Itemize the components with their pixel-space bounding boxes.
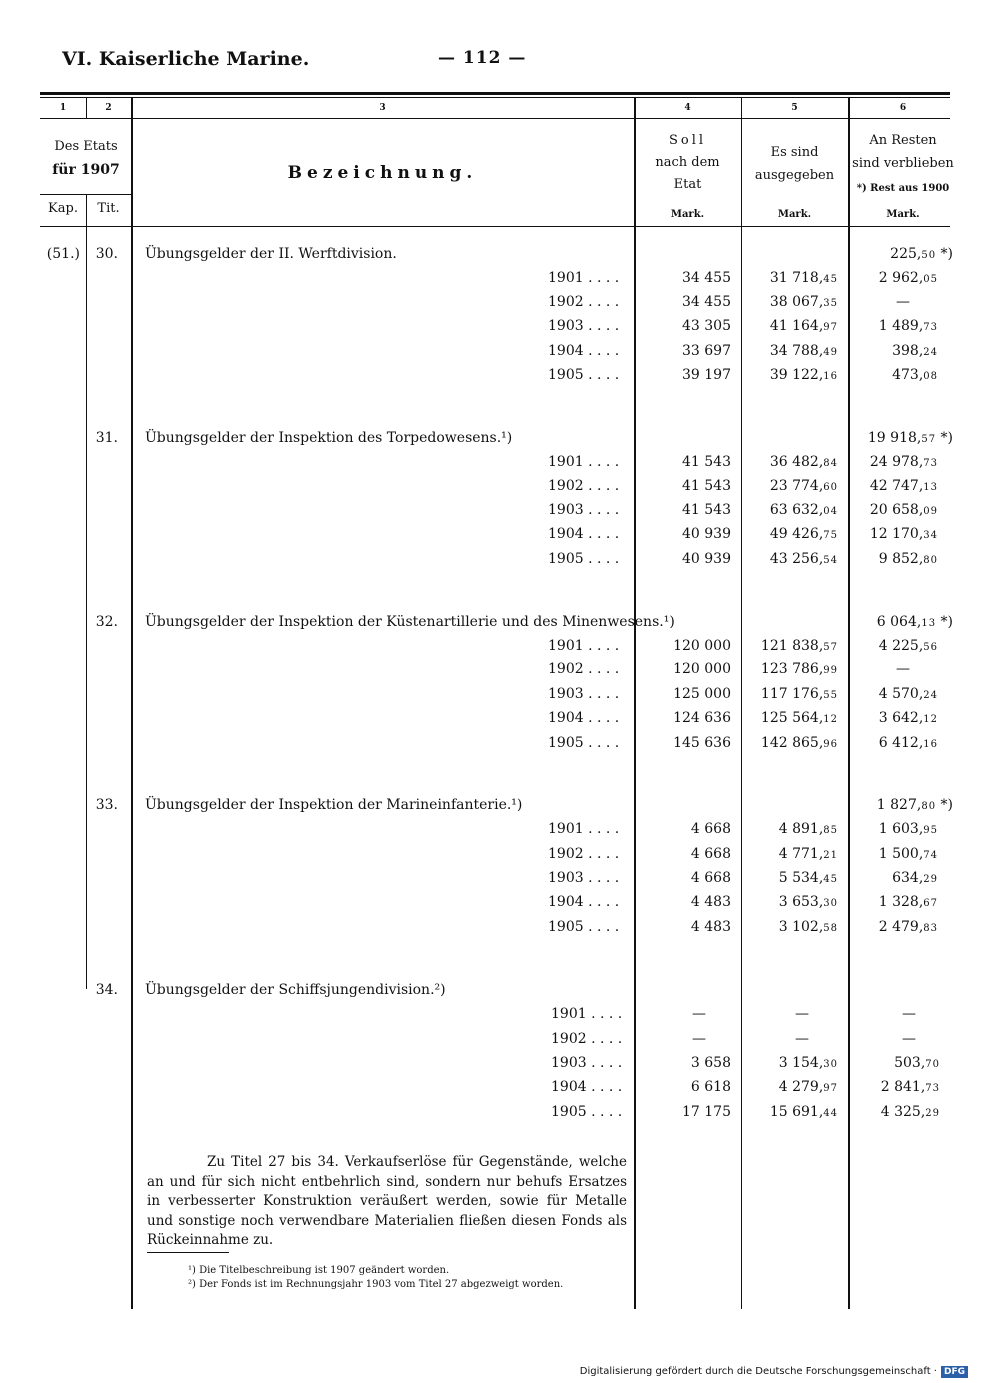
section-title: VI. Kaiserliche Marine. (62, 48, 310, 70)
ausg-value: 31 718,45 (769, 270, 838, 286)
ausg-value: 121 838,57 (760, 638, 838, 654)
ausg-value: 15 691,44 (769, 1104, 838, 1120)
footnote-2: ²) Der Fonds ist im Rechnungsjahr 1903 vom Titel 27 abgezweigt worden. (188, 1279, 564, 1290)
header-bottom-rule (40, 226, 950, 227)
tit-value: 30. (95, 246, 118, 262)
rest-1900-value: 19 918,57 *) (867, 430, 953, 446)
ausg-value: 142 865,96 (760, 735, 838, 751)
ausg-value: 43 256,54 (769, 551, 838, 567)
year-label: 1904 . . . . (551, 1079, 623, 1095)
year-label: 1905 . . . . (548, 551, 620, 567)
year-label: 1902 . . . . (548, 661, 620, 677)
year-label: 1902 . . . . (548, 294, 620, 310)
soll-value: 124 636 (673, 710, 731, 726)
ausg-header-2: ausgegeben (754, 168, 835, 183)
soll-value: 41 543 (682, 502, 731, 518)
soll-value: 125 000 (673, 686, 731, 702)
rest-header-1: An Resten (869, 133, 937, 148)
soll-value: 145 636 (673, 735, 731, 751)
rest-value: 503,70 (894, 1055, 940, 1071)
section-description: Übungsgelder der Inspektion des Torpedowesens.¹) (145, 430, 513, 446)
rest-value: — (902, 1031, 916, 1047)
rest-value: — (902, 1006, 916, 1022)
tit-value: 33. (95, 797, 118, 813)
rest-value: 1 328,67 (878, 894, 938, 910)
rest-value: — (896, 294, 910, 310)
soll-value: 4 483 (690, 919, 731, 935)
ausg-value: — (795, 1006, 809, 1022)
colnum-1: 1 (59, 103, 67, 113)
year-label: 1903 . . . . (548, 502, 620, 518)
kap-header: Kap. (48, 201, 78, 216)
ausg-value: 4 279,97 (778, 1079, 838, 1095)
rest-value: 1 489,73 (878, 318, 938, 334)
soll-unit: Mark. (670, 209, 705, 220)
rest-value: 3 642,12 (878, 710, 938, 726)
rest-value: 4 570,24 (878, 686, 938, 702)
soll-value: — (692, 1031, 706, 1047)
year-label: 1905 . . . . (548, 735, 620, 751)
soll-value: 120 000 (673, 638, 731, 654)
tit-value: 34. (95, 982, 118, 998)
soll-header-2: nach dem (655, 155, 720, 170)
soll-value: 4 668 (690, 846, 731, 862)
digitization-credit: Digitalisierung gefördert durch die Deutsche Forschungsgemeinschaft · DFG (580, 1366, 968, 1378)
tit-value: 32. (95, 614, 118, 630)
year-label: 1904 . . . . (548, 526, 620, 542)
table-top-rule (40, 92, 950, 95)
year-label: 1901 . . . . (548, 454, 620, 470)
rest-value: 4 325,29 (880, 1104, 940, 1120)
year-label: 1901 . . . . (548, 638, 620, 654)
ausg-value: 41 164,97 (769, 318, 838, 334)
soll-value: 4 668 (690, 870, 731, 886)
etats-label: Des Etats (54, 139, 118, 154)
rest-value: 42 747,13 (869, 478, 938, 494)
colnum-2: 2 (105, 103, 112, 113)
soll-value: 34 455 (682, 270, 731, 286)
year-label: 1902 . . . . (548, 478, 620, 494)
ausg-header-1: Es sind (770, 145, 819, 160)
year-label: 1905 . . . . (548, 367, 620, 383)
etats-year: für 1907 (52, 162, 120, 178)
soll-value: 41 543 (682, 478, 731, 494)
colnum-6: 6 (899, 103, 907, 113)
rest-value: 4 225,56 (878, 638, 938, 654)
rest-value: 1 603,95 (878, 821, 938, 837)
rest-value: 24 978,73 (869, 454, 938, 470)
year-label: 1902 . . . . (551, 1031, 623, 1047)
rest-1900-value: 225,50 *) (890, 246, 953, 262)
rest-1900-value: 6 064,13 *) (876, 614, 953, 630)
rest-unit: Mark. (886, 209, 920, 220)
ausg-value: 4 771,21 (778, 846, 838, 862)
colnum-rule (40, 118, 950, 119)
rest-value: 9 852,80 (878, 551, 938, 567)
rest-value: 473,08 (892, 367, 938, 383)
colnum-4: 4 (684, 103, 691, 113)
year-label: 1905 . . . . (551, 1104, 623, 1120)
soll-value: — (692, 1006, 706, 1022)
soll-value: 34 455 (682, 294, 731, 310)
ausg-value: 23 774,60 (769, 478, 838, 494)
soll-value: 43 305 (682, 318, 731, 334)
soll-value: 6 618 (690, 1079, 731, 1095)
ausg-value: 4 891,85 (778, 821, 838, 837)
soll-value: 33 697 (682, 343, 731, 359)
soll-value: 4 668 (690, 821, 731, 837)
ausg-value: 123 786,99 (760, 661, 838, 677)
year-label: 1905 . . . . (548, 919, 620, 935)
soll-value: 4 483 (690, 894, 731, 910)
rest-header-2: sind verblieben (852, 156, 954, 171)
section-description: Übungsgelder der Inspektion der Küstenartillerie und des Minenwesens.¹) (145, 614, 675, 630)
tit-header: Tit. (97, 201, 120, 216)
soll-value: 39 197 (682, 367, 731, 383)
rest-1900-value: 1 827,80 *) (876, 797, 953, 813)
year-label: 1901 . . . . (548, 270, 620, 286)
year-label: 1901 . . . . (548, 821, 620, 837)
divider-kap-tit (86, 194, 87, 989)
year-label: 1904 . . . . (548, 343, 620, 359)
rest-value: 12 170,34 (869, 526, 938, 542)
rest-value: 2 479,83 (878, 919, 938, 935)
section-description: Übungsgelder der Schiffsjungendivision.²) (145, 982, 446, 998)
rest-value: — (896, 661, 910, 677)
rest-value: 1 500,74 (878, 846, 938, 862)
rest-value: 6 412,16 (878, 735, 938, 751)
soll-value: 40 939 (682, 526, 731, 542)
colnum-3: 3 (379, 103, 386, 113)
rest-value: 634,29 (892, 870, 938, 886)
soll-value: 3 658 (690, 1055, 731, 1071)
ausg-value: 38 067,35 (769, 294, 838, 310)
ausg-value: 36 482,84 (769, 454, 838, 470)
year-label: 1904 . . . . (548, 710, 620, 726)
colnum-5: 5 (791, 103, 798, 113)
note-paragraph: Zu Titel 27 bis 34. Verkaufserlöse für Gegenstände, welche an und für sich nicht entbehrlich sind, sondern nur behufs Ersatzes in verbesserter Konstruktion veräußert werden, sowie für Metalle und sonstige noch verwendbare Materialien fließen diesen Fonds als Rückeinnahme zu. (147, 1154, 627, 1248)
section-description: Übungsgelder der Inspektion der Marineinfanterie.¹) (145, 797, 523, 813)
ausg-value: 3 102,58 (778, 919, 838, 935)
footnote-1: ¹) Die Titelbeschreibung ist 1907 geändert worden. (188, 1265, 450, 1276)
ausg-value: 63 632,04 (769, 502, 838, 518)
ausg-value: 5 534,45 (778, 870, 838, 886)
rest-value: 2 962,05 (878, 270, 938, 286)
section-description: Übungsgelder der II. Werftdivision. (145, 246, 397, 262)
soll-value: 17 175 (682, 1104, 731, 1120)
soll-value: 40 939 (682, 551, 731, 567)
year-label: 1901 . . . . (551, 1006, 623, 1022)
year-label: 1903 . . . . (548, 686, 620, 702)
dfg-logo: DFG (941, 1366, 968, 1378)
page-number: — 112 — (438, 48, 527, 68)
rest-header-3: *) Rest aus 1900 (856, 183, 950, 194)
rest-value: 20 658,09 (869, 502, 938, 518)
rest-value: 398,24 (892, 343, 938, 359)
ausg-value: 3 653,30 (778, 894, 838, 910)
year-label: 1903 . . . . (548, 870, 620, 886)
ausg-value: 39 122,16 (769, 367, 838, 383)
ausg-value: 3 154,30 (778, 1055, 838, 1071)
ausg-value: 34 788,49 (769, 343, 838, 359)
bezeichnung-header: Bezeichnung. (287, 163, 478, 183)
year-label: 1903 . . . . (551, 1055, 623, 1071)
ausg-value: 125 564,12 (760, 710, 838, 726)
ausg-value: 49 426,75 (769, 526, 838, 542)
soll-value: 41 543 (682, 454, 731, 470)
year-label: 1904 . . . . (548, 894, 620, 910)
divider-tit-desc (131, 97, 133, 1309)
ausg-value: 117 176,55 (760, 686, 838, 702)
ausg-value: — (795, 1031, 809, 1047)
footnote-rule (147, 1252, 229, 1253)
year-label: 1902 . . . . (548, 846, 620, 862)
year-label: 1903 . . . . (548, 318, 620, 334)
soll-header-3: Etat (673, 177, 702, 192)
table-top-rule-thin (40, 97, 950, 98)
kap-value: (51.) (46, 246, 80, 262)
rest-value: 2 841,73 (880, 1079, 940, 1095)
soll-value: 120 000 (673, 661, 731, 677)
tit-value: 31. (95, 430, 118, 446)
ausg-unit: Mark. (777, 209, 812, 220)
soll-header-1: Soll (668, 133, 707, 148)
